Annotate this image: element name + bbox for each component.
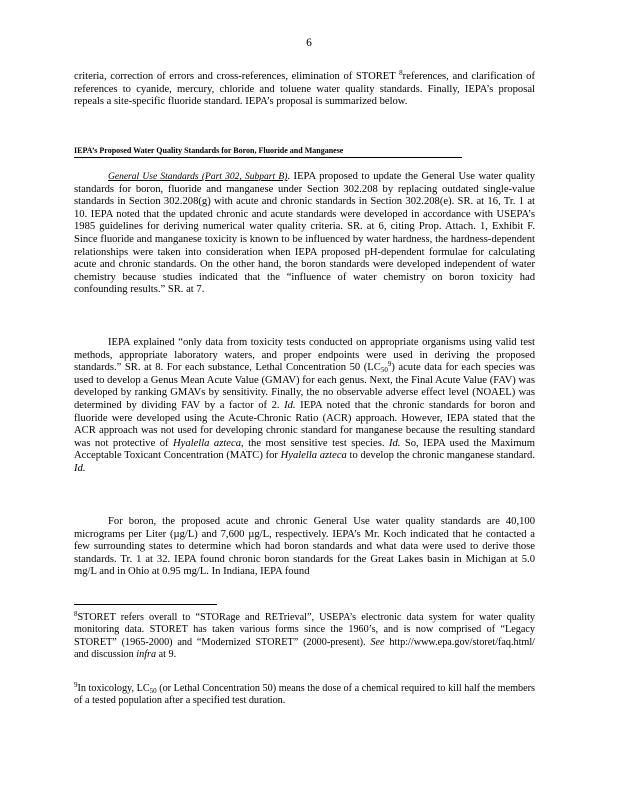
species-name: Hyalella azteca [173,437,241,449]
citation: Id. [388,437,401,449]
heading-underline [74,157,462,158]
text-run: In toxicology, LC [77,683,150,694]
paragraph-text [74,171,535,297]
text-run: to develop the chronic manganese standard. [346,450,535,462]
footnote-ref-8[interactable]: 8 [399,69,403,77]
paragraph-boron [74,516,535,579]
citation: Id. [74,462,86,474]
paragraph-toxicity [74,337,535,476]
paragraph-text [74,71,535,109]
text-run: (or Lethal Concentration 50) means the dose of a chemical required to kill half the members of a tested population after a specified test duration. [74,683,536,707]
page-number: 6 [306,37,312,49]
species-name: Hyalella azteca [280,450,347,462]
paragraph-continued [74,71,535,109]
text-run: , the most sensitive test species. [241,437,389,449]
text-run: . IEPA proposed to update the General Use water quality standards for boron, fluoride and manganese under Section 302.208 by replacing outdated single-value standards in Section 302.208(g) with acute and chronic standards in Section 302.208(e). SR. at 16, Tr. 1 at 10. IEPA noted that the updated chronic and acute standards were developed in accordance with USEPA’s 1985 guidelines for deriving numerical water quality criteria. SR. at 6, citing Prop. Attach. 1, Exhibit F. Since fluoride and manganese toxicity is known to be influenced by water hardness, the hardness-dependent relationships were taken into consideration when IEPA proposed pH-dependent formulae for calculating acute and chronic standards. On the other hand, the boron standards were developed independent of water chemistry because studies indicated that the “influence of water chemistry on boron toxicity had confounding results.” SR. at 7. [74,171,535,296]
text-run: http://www.epa.gov/storet/faq.html/ and discussion [74,636,535,660]
subsection-title: General Use Standards (Part 302, Subpart B) [108,172,288,182]
paragraph-general-use [74,171,535,297]
footnote-ref-9[interactable]: 9 [387,360,392,369]
text-run: IEPA noted that the chronic standards for boron and fluoride were developed using the Acute-Chronic Ratio (ACR) approach. However, IEPA stated that the ACR approach was not used for developing chronic standard for manganese because the resulting standard was not protective of [74,399,536,449]
signal-word: See [370,636,385,648]
text-run: So, IEPA used the Maximum Acceptable Toxicant Concentration (MATC) for [74,437,535,462]
footnote-separator [74,604,217,605]
text-run: references, and clarification of references to cyanide, mercury, chloride and toluene water quality standards. Finally, IEPA’s proposal repeals a site-specific fluoride standard. IEPA’s proposal is summarized below. [74,71,535,108]
paragraph-text: For boron, the proposed acute and chronic General Use water quality standards are 40,100 micrograms per Liter (µg/L) and 7,600 µg/L, respectively. IEPA’s Mr. Koch indicated that he contacted a few surrounding states to determine which had boron standards and what data were used to derive those standards. Tr. 1 at 32. IEPA found chronic boron standards for the Great Lakes basin in Michigan at 5.0 mg/L and in Ohio at 0.95 mg/L. In Indiana, IEPA found [74,516,535,578]
footnote-text [74,612,535,661]
text-run: ) acute data for each species was used to develop a Genus Mean Acute Value (GMAV) for each genus. Next, the Final Acute Value (FAV) was developed by ranking GMAVs by sensitivity. Finally, the no observable adverse effect level (NOAEL) was determined by dividing FAV by a factor of 2. [74,362,535,411]
footnote-9 [74,683,535,708]
footnote-mark: 9 [74,681,78,689]
text-run: criteria, correction of errors and cross-references, elimination of STORET [74,71,400,82]
footnote-8 [74,612,535,661]
citation: Id. [284,399,296,411]
subscript: 50 [149,687,157,695]
section-heading: IEPA’s Proposed Water Quality Standards for Boron, Fluoride and Manganese [74,146,344,155]
text-run: at 9. [156,648,177,660]
text-run: STORET refers overall to “STORage and RETrieval”, USEPA’s electronic data system for water quality monitoring data. STORET has taken various forms since the 1960’s, and is now comprised of “Legacy STORET” (1965-2000) and “Modernized STORET” (2000-present). [74,612,535,648]
subscript: 50 [380,366,388,375]
footnote-mark: 8 [74,610,78,618]
paragraph-text [74,337,535,476]
signal-word: infra [136,648,157,660]
text-run: IEPA explained “only data from toxicity tests conducted on appropriate organisms using valid test methods, appropriate laboratory waters, and proper endpoints were used in deriving the proposed standards.” SR. at 8. For each substance, Lethal Concentration 50 (LC [74,337,535,374]
footnote-text [74,683,535,708]
